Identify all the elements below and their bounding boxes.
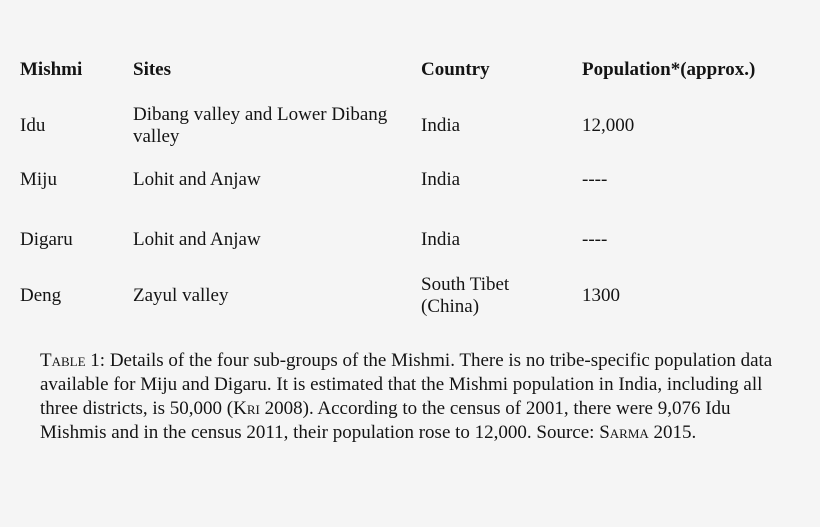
cell-mishmi: Miju xyxy=(20,169,57,190)
cell-mishmi: Digaru xyxy=(20,229,73,250)
cell-sites: Lohit and Anjaw xyxy=(133,229,261,250)
caption-label: Table 1: xyxy=(40,350,106,371)
caption-citation-sarma: Sarma 2015 xyxy=(599,422,692,443)
cell-sites: Lohit and Anjaw xyxy=(133,169,261,190)
header-population: Population*(approx.) xyxy=(582,59,756,80)
header-country: Country xyxy=(421,59,490,80)
cell-population: ---- xyxy=(582,229,608,250)
cell-mishmi: Idu xyxy=(20,115,46,136)
caption-citation-kri: Kri 2008 xyxy=(233,398,303,419)
cell-country: India xyxy=(421,229,461,250)
cell-country: India xyxy=(421,169,461,190)
caption-text-2: ). According to the census of 2001, there were 9,076 Idu Mishmis and in the census 2011, their population rose to 12,000. Source: xyxy=(40,398,731,443)
caption-text-3: . xyxy=(691,422,697,443)
cell-mishmi: Deng xyxy=(20,285,62,306)
cell-population: ---- xyxy=(582,169,608,190)
cell-country: India xyxy=(421,115,461,136)
cell-sites: Zayul valley xyxy=(133,285,229,306)
cell-population: 1300 xyxy=(582,285,620,306)
cell-country: South Tibet (China) xyxy=(421,274,510,317)
caption-text-1: Details of the four sub-groups of the Mishmi. There is no tribe-specific population data available for Miju and Digaru. It is estimated that the Mishmi population in India, including all three districts, is 50,000 ( xyxy=(40,350,773,419)
cell-population: 12,000 xyxy=(582,115,635,136)
table-caption xyxy=(40,349,800,445)
header-mishmi: Mishmi xyxy=(20,59,83,80)
cell-sites: Dibang valley and Lower Dibang valley xyxy=(133,104,388,147)
header-sites: Sites xyxy=(133,59,171,80)
